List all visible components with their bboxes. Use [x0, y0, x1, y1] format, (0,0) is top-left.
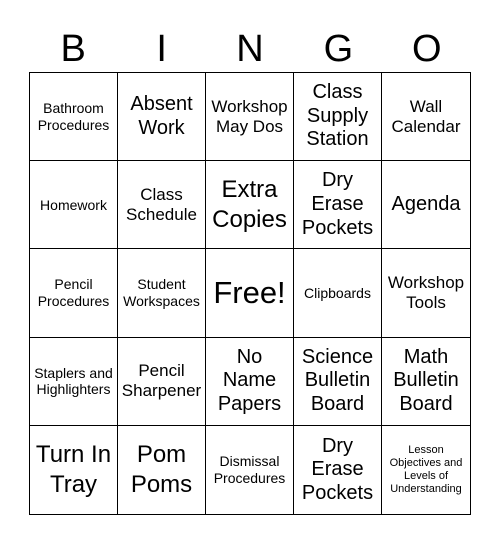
cell-text: No Name Papers — [217, 345, 282, 415]
cell-text: Workshop Tools — [387, 272, 465, 312]
bingo-header — [29, 26, 471, 72]
header-letter-i: I — [156, 28, 167, 70]
cell-text: Pencil Sharpener — [121, 361, 202, 401]
bingo-cell[interactable] — [206, 73, 294, 161]
cell-text: Absent Work — [130, 93, 193, 139]
bingo-cell[interactable] — [118, 249, 206, 337]
cell-text: Pencil Procedures — [37, 276, 110, 309]
bingo-cell[interactable] — [30, 73, 118, 161]
bingo-cell[interactable] — [30, 338, 118, 426]
cell-text: Agenda — [391, 192, 461, 215]
cell-text: Clipboards — [304, 284, 371, 301]
cell-text: Lesson Objectives and Levels of Understanding — [389, 443, 463, 495]
cell-text: Class Schedule — [126, 184, 197, 224]
bingo-cell[interactable] — [118, 73, 206, 161]
bingo-cell[interactable] — [206, 338, 294, 426]
cell-text: Free! — [213, 274, 286, 310]
cell-text: Staplers and Highlighters — [34, 364, 113, 398]
bingo-cell[interactable] — [206, 161, 294, 249]
bingo-cell[interactable] — [382, 249, 470, 337]
bingo-cell[interactable] — [118, 426, 206, 514]
bingo-cell[interactable] — [206, 426, 294, 514]
cell-text: Bathroom Procedures — [37, 100, 110, 133]
bingo-cell[interactable] — [294, 161, 382, 249]
bingo-cell[interactable] — [382, 426, 470, 514]
cell-text: Class Supply Station — [306, 81, 369, 151]
bingo-cell[interactable] — [30, 161, 118, 249]
cell-text: Wall Calendar — [391, 96, 461, 136]
cell-text: Dry Erase Pockets — [301, 169, 374, 239]
header-letter-b: B — [60, 28, 86, 70]
cell-text: Homework — [40, 196, 107, 213]
header-letter-g: G — [323, 28, 354, 70]
free-space-cell[interactable] — [206, 249, 294, 337]
header-letter-o: O — [412, 28, 442, 70]
cell-text: Dismissal Procedures — [213, 453, 286, 486]
header-letter-n: N — [236, 28, 264, 70]
bingo-cell[interactable] — [382, 161, 470, 249]
cell-text: Extra Copies — [212, 175, 287, 233]
bingo-cell[interactable] — [382, 338, 470, 426]
bingo-cell[interactable] — [118, 161, 206, 249]
bingo-board — [29, 72, 471, 515]
bingo-cell[interactable] — [30, 426, 118, 514]
cell-text: Science Bulletin Board — [301, 345, 374, 415]
bingo-cell[interactable] — [118, 338, 206, 426]
bingo-cell[interactable] — [294, 249, 382, 337]
bingo-cell[interactable] — [294, 426, 382, 514]
cell-text: Math Bulletin Board — [393, 345, 459, 415]
cell-text: Student Workspaces — [123, 276, 200, 309]
bingo-cell[interactable] — [382, 73, 470, 161]
bingo-cell[interactable] — [294, 73, 382, 161]
bingo-cell[interactable] — [30, 249, 118, 337]
cell-text: Dry Erase Pockets — [301, 434, 374, 504]
bingo-cell[interactable] — [294, 338, 382, 426]
cell-text: Turn In Tray — [35, 440, 112, 498]
cell-text: Pom Poms — [130, 440, 193, 498]
cell-text: Workshop May Dos — [211, 96, 288, 136]
